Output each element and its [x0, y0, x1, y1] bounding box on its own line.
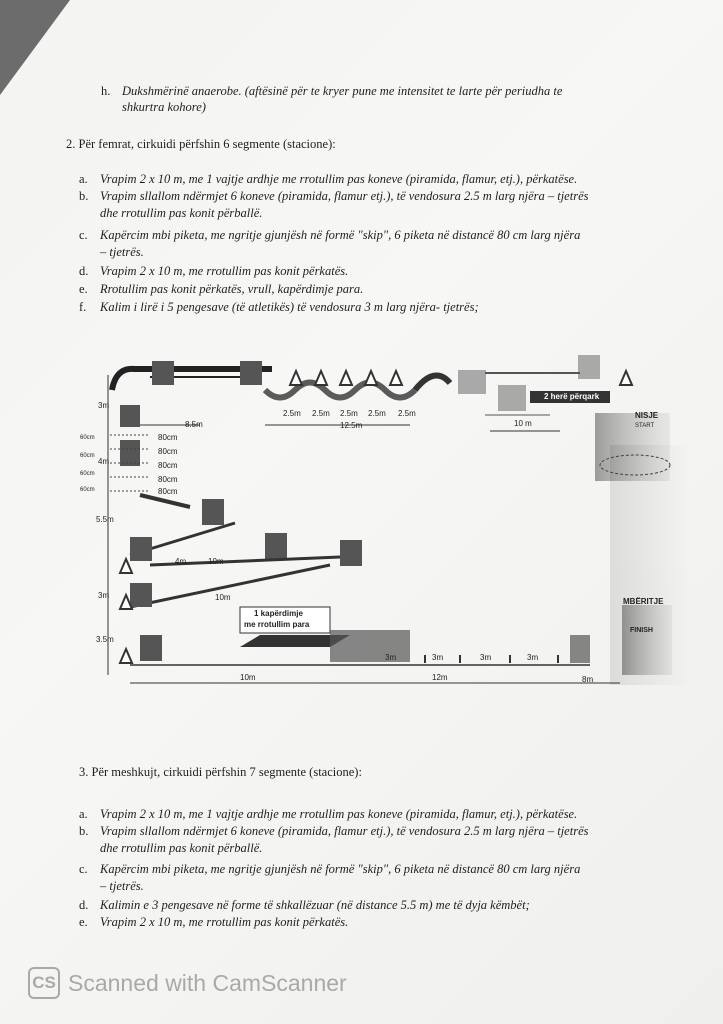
dist-2-5m: 2.5m [368, 409, 386, 418]
item-h-line2: shkurtra kohore) [122, 100, 206, 114]
banner-2here: 2 herë përqark [544, 392, 600, 401]
s3-c-text: Kapërcim mbi piketa, me ngritje gjunjësh në formë "skip", 6 piketa në distancë 80 cm larg njëra [100, 862, 581, 876]
item-h-marker: h. [101, 84, 111, 98]
dist-2-5m: 2.5m [398, 409, 416, 418]
dist-3m-left: 3m [98, 591, 110, 600]
label-mberritje: MBËRITJE [623, 597, 664, 606]
dist-3-5m: 3.5m [96, 635, 114, 644]
s3-a-marker: a. [79, 807, 88, 821]
dist-8-5m: 8.5m [185, 420, 203, 429]
middle-section [120, 495, 362, 609]
dist-5-5m: 5.5m [96, 515, 114, 524]
s3-e-marker: e. [79, 915, 88, 929]
s3-d-text: Kalimin e 3 pengesave në forme të shkallëzuar (në distance 5.5 m) me të dyja këmbët; [100, 898, 530, 912]
s3-a-text: Vrapim 2 x 10 m, me 1 vajtje ardhje me rrotullim pas koneve (piramida, flamur, etj.), përkatëse. [100, 807, 578, 821]
kaperdimje-line2: me rrotullim para [244, 620, 310, 629]
s3-d-marker: d. [79, 898, 89, 912]
circuit-diagram-graphic [90, 345, 690, 695]
s2-d-marker: d. [79, 264, 89, 278]
page-fold-shadow [0, 0, 70, 95]
section2-heading: 2. Për femrat, cirkuidi përfshin 6 segmente (stacione): [66, 137, 336, 151]
skip-zone [108, 375, 150, 675]
watermark-text: Scanned with CamScanner [68, 969, 347, 996]
s3-b-text2: dhe rrotullim pas konit përballë. [100, 841, 263, 855]
dist-3m-hurdle: 3m [480, 653, 492, 662]
dist-2-5m: 2.5m [340, 409, 358, 418]
s2-b-text: Vrapim sllallom ndërmjet 6 koneve (piramida, flamur etj.), të vendosura 2.5 m larg njëra – tjetrës [100, 189, 589, 203]
label-nisje: NISJE [635, 411, 659, 420]
dist-10m-bottom: 10m [240, 673, 256, 682]
dist-2-5m: 2.5m [312, 409, 330, 418]
kaperdimje-line1: 1 kapërdimje [254, 609, 303, 618]
s3-b-marker: b. [79, 824, 89, 838]
dist-80cm: 80cm [158, 433, 178, 442]
label-finish: FINISH [630, 627, 653, 634]
dist-8m: 8m [582, 675, 594, 684]
camscanner-logo-icon: CS [28, 967, 60, 999]
s2-f-marker: f. [79, 300, 87, 314]
s3-e-text: Vrapim 2 x 10 m, me rrotullim pas konit përkatës. [100, 915, 349, 929]
dist-4m-b: 4m [175, 557, 187, 566]
s3-b-text: Vrapim sllallom ndërmjet 6 koneve (piramida, flamur etj.), të vendosura 2.5 m larg njëra – tjetrës [100, 824, 589, 838]
s2-c-text: Kapërcim mbi piketa, me ngritje gjunjësh në formë "skip", 6 piketa në distancë 80 cm larg njëra [100, 228, 581, 242]
s3-c-text2: – tjetrës. [100, 879, 144, 893]
label-start: START [635, 423, 655, 429]
dist-3m-hurdle: 3m [385, 653, 397, 662]
s3-c-marker: c. [79, 862, 88, 876]
dist-80cm: 80cm [158, 487, 178, 496]
section3-heading: 3. Për meshkujt, cirkuidi përfshin 7 segmente (stacione): [79, 765, 362, 779]
dist-12m: 12m [432, 673, 448, 682]
s2-b-text2: dhe rrotullim pas konit përballë. [100, 206, 263, 220]
dist-60cm: 60cm [80, 453, 95, 459]
s2-e-marker: e. [79, 282, 88, 296]
dist-3m-top: 3m [98, 401, 110, 410]
dist-10m-mid2: 10m [215, 593, 231, 602]
s2-e-text: Rrotullim pas konit përkatës, vrull, kapërdimje para. [100, 282, 364, 296]
top-track [112, 355, 670, 481]
dist-60cm: 60cm [80, 435, 95, 441]
dist-60cm: 60cm [80, 487, 95, 493]
dist-60cm: 60cm [80, 471, 95, 477]
item-h-line1: Dukshmërinë anaerobe. (aftësinë për te kryer pune me intensitet te larte për periudha te [122, 84, 563, 98]
camscanner-watermark [28, 966, 347, 1000]
dist-12-5m: 12.5m [340, 421, 363, 430]
runner-icon-2 [240, 361, 262, 385]
circuit-diagram [80, 345, 690, 695]
s2-c-text2: – tjetrës. [100, 245, 144, 259]
dist-10m-mid: 10m [208, 557, 224, 566]
runner-icon-1 [152, 361, 174, 385]
s2-a-text: Vrapim 2 x 10 m, me 1 vajtje ardhje me rrotullim pas koneve (piramida, flamur, etj.), përkatëse. [100, 172, 578, 186]
dist-2-5m: 2.5m [283, 409, 301, 418]
dist-10m-top: 10 m [514, 419, 532, 428]
dist-80cm: 80cm [158, 461, 178, 470]
dist-80cm: 80cm [158, 475, 178, 484]
dist-4m: 4m [98, 457, 110, 466]
dist-80cm: 80cm [158, 447, 178, 456]
s2-a-marker: a. [79, 172, 88, 186]
s2-d-text: Vrapim 2 x 10 m, me rrotullim pas konit përkatës. [100, 264, 349, 278]
s2-f-text: Kalim i lirë i 5 pengesave (të atletikës) të vendosura 3 m larg njëra- tjetrës; [100, 300, 479, 314]
dist-3m-hurdle: 3m [432, 653, 444, 662]
s2-b-marker: b. [79, 189, 89, 203]
s2-c-marker: c. [79, 228, 88, 242]
dist-3m-hurdle: 3m [527, 653, 539, 662]
